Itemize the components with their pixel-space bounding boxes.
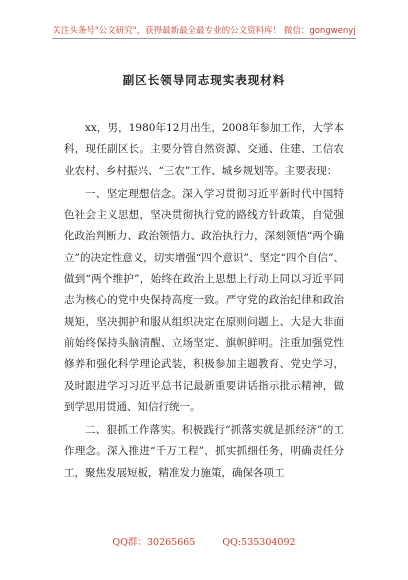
footer-qq: QQ:535304092 <box>222 537 296 548</box>
footer-contact <box>0 534 408 548</box>
header-divider <box>52 38 356 39</box>
document-body <box>64 118 344 486</box>
paragraph-section-2: 二、狠抓工作落实。积极践行“抓落实就是抓经济”的工作理念。深入推进“千万工程”，抓实抓细任务，明确责任分工，聚焦发展短板，精准发力施策，确保各项工 <box>64 424 344 479</box>
paragraph-section-1: 一、坚定理想信念。深入学习贯彻习近平新时代中国特色社会主义思想，坚决贯彻执行党的路线方针政策，自觉强化政治判断力、政治领悟力、政治执行力，深刻领悟“两个确立”的决定性意义，切实增强“四个意识”、坚定“四个自信”、做到“两个维护”，始终在政治上思想上行动上同以习近平同志为核心的党中央保持高度一致。严守党的政治纪律和政治规矩，坚决拥护和服从组织决定在原则问题上、大是大非面前始终保持头脑清醒、立场坚定、旗帜鲜明。注重加强党性修养和强化科学理论武装，积极参加主题教育、党史学习，及时跟进学习习近平总书记最新重要讲话指示批示精神，做到学思用贯通、知信行统一。 <box>64 187 344 413</box>
footer-qq-group: QQ群：30265665 <box>112 537 196 548</box>
header-banner: 关注头条号"公文研究"，获得最新最全最专业的公文资料库！ 微信：gongwenyj <box>52 26 356 36</box>
document-title: 副区长领导同志现实表现材料 <box>122 73 286 87</box>
paragraph-intro: xx，男，1980年12月出生，2008年参加工作，大学本科，现任副区长。主要分管自然资源、交通、住建、工信农业农村、乡村振兴、“三农”工作、城乡规划等。主要表现： <box>64 122 344 177</box>
